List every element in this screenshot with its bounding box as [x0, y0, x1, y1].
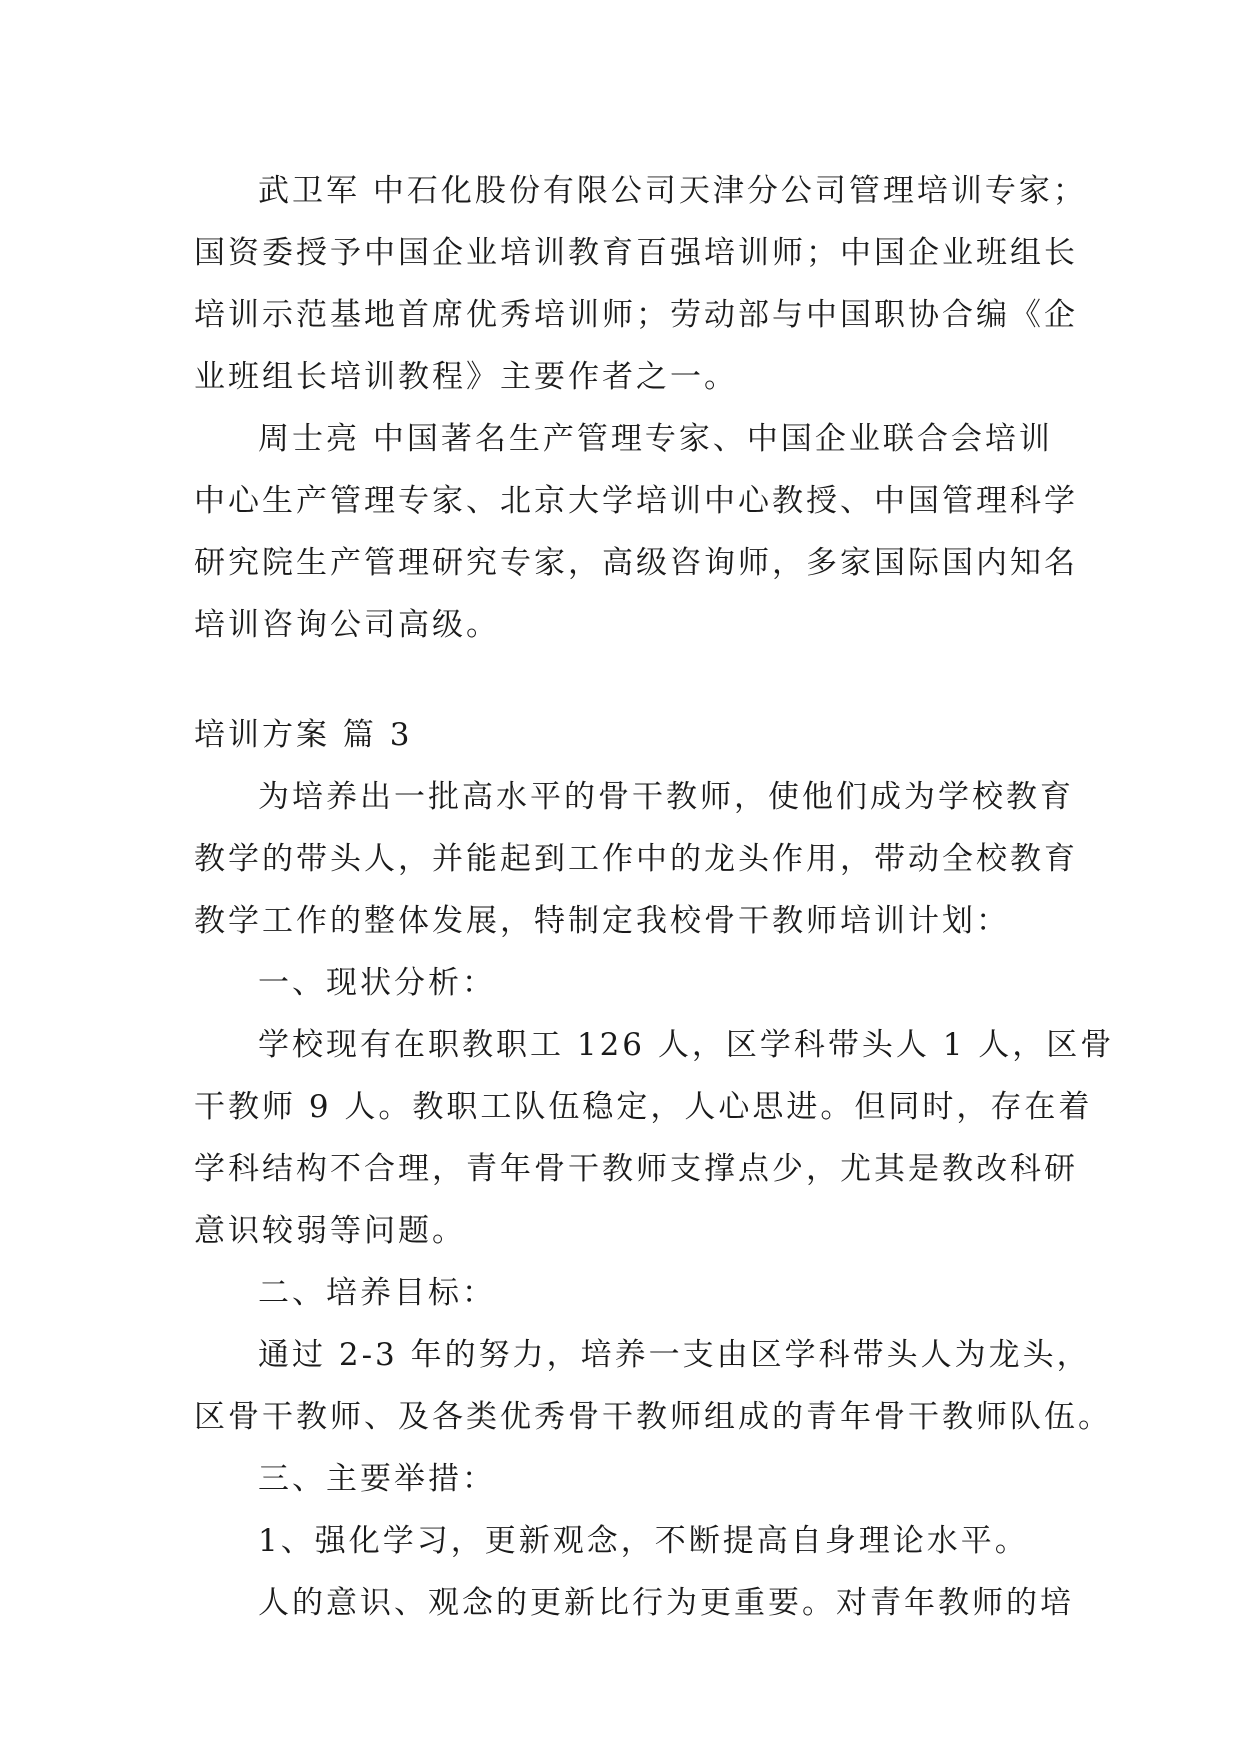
- text-line: 教学工作的整体发展，特制定我校骨干教师培训计划：: [194, 903, 1010, 939]
- text-line: 国资委授予中国企业培训教育百强培训师；中国企业班组长: [194, 235, 1078, 271]
- text-line: 周士亮 中国著名生产管理专家、中国企业联合会培训: [258, 421, 1053, 457]
- measure-paragraph: [194, 1572, 1074, 1634]
- text-line: 研究院生产管理研究专家，高级咨询师，多家国际国内知名: [194, 545, 1078, 581]
- intro-paragraph: [194, 766, 1078, 952]
- document-body: [194, 160, 1115, 1634]
- text-line: 一、现状分析：: [258, 965, 496, 1001]
- measure-item-1: [194, 1510, 1052, 1572]
- text-line: 区骨干教师、及各类优秀骨干教师组成的青年骨干教师队伍。: [194, 1399, 1112, 1435]
- text-line: 业班组长培训教程》主要作者之一。: [194, 359, 738, 395]
- subheading-status-analysis: [194, 952, 1052, 1014]
- subheading-training-goals: [194, 1262, 1052, 1324]
- text-line: 人的意识、观念的更新比行为更重要。对青年教师的培: [258, 1585, 1074, 1621]
- text-line: 二、培养目标：: [258, 1275, 496, 1311]
- text-line: 培训咨询公司高级。: [194, 607, 500, 643]
- text-line: 干教师 9 人。教职工队伍稳定，人心思进。但同时，存在着: [194, 1089, 1093, 1125]
- text-line: 1、强化学习，更新观念，不断提高自身理论水平。: [258, 1523, 1029, 1559]
- text-line: 教学的带头人，并能起到工作中的龙头作用，带动全校教育: [194, 841, 1078, 877]
- section-heading: 培训方案 篇 3: [194, 717, 413, 753]
- text-line: 三、主要举措：: [258, 1461, 496, 1497]
- status-paragraph: [194, 1014, 1115, 1262]
- section-spacer: [194, 656, 1052, 704]
- text-line: 中心生产管理专家、北京大学培训中心教授、中国管理科学: [194, 483, 1078, 519]
- bio-paragraph-wu: [194, 160, 1087, 408]
- text-line: 学科结构不合理，青年骨干教师支撑点少，尤其是教改科研: [194, 1151, 1078, 1187]
- text-line: 学校现有在职教职工 126 人，区学科带头人 1 人，区骨: [258, 1027, 1115, 1063]
- text-line: 培训示范基地首席优秀培训师；劳动部与中国职协合编《企: [194, 297, 1078, 333]
- text-line: 武卫军 中石化股份有限公司天津分公司管理培训专家；: [258, 173, 1087, 209]
- goals-paragraph: [194, 1324, 1112, 1448]
- subheading-main-measures: [194, 1448, 1052, 1510]
- text-line: 通过 2-3 年的努力，培养一支由区学科带头人为龙头，: [258, 1337, 1091, 1373]
- bio-paragraph-zhou: [194, 408, 1078, 656]
- text-line: 为培养出一批高水平的骨干教师，使他们成为学校教育: [258, 779, 1074, 815]
- text-line: 意识较弱等问题。: [194, 1213, 466, 1249]
